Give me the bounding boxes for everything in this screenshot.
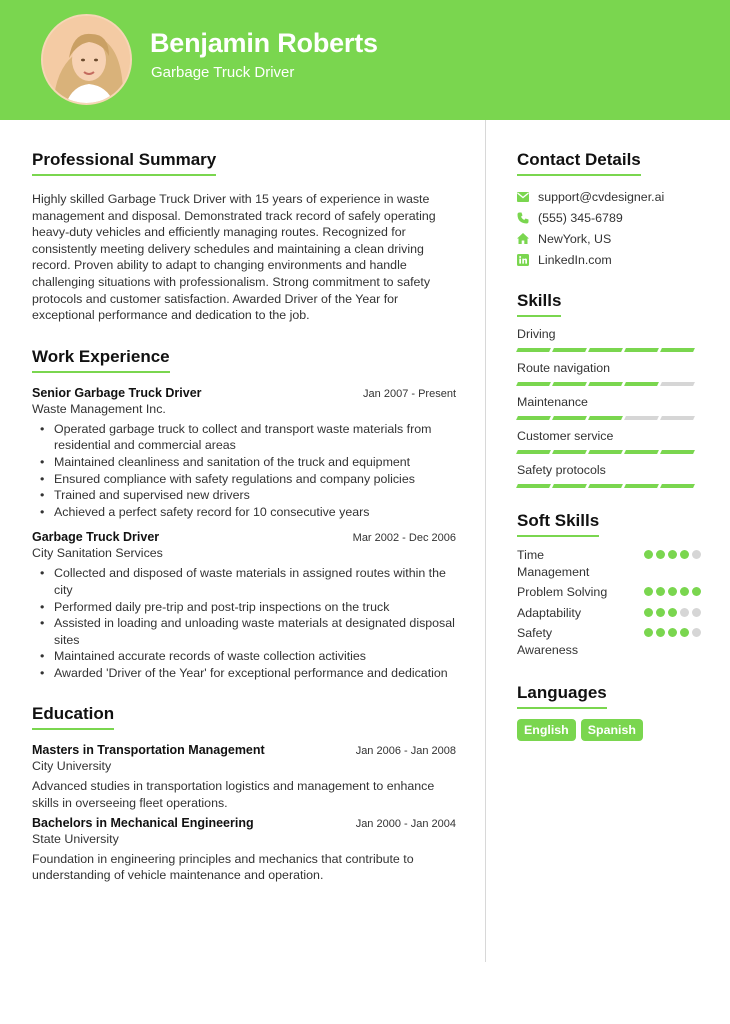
skills-section [517,291,701,488]
soft-skills-list [517,547,701,659]
list-item: • Assisted in loading and unloading waste materials at designated disposal sites [32,615,456,648]
list-item: • Operated garbage truck to collect and transport waste materials from residential and commercial areas [32,421,456,454]
contact-email[interactable] [517,186,701,207]
education-description: Foundation in engineering principles and mechanics that contribute to understanding of vehicle maintenance and operation. [32,851,414,883]
soft-skill-item [517,547,701,580]
rating-dot [668,628,677,637]
skill-level-segment [624,450,659,454]
list-item: • Collected and disposed of waste materials in assigned routes within the city [32,565,456,598]
degree-title: Bachelors in Mechanical Engineering [32,815,254,830]
skill-level-segment [516,416,551,420]
list-item: • Awarded 'Driver of the Year' for exceptional performance and dedication [32,665,456,682]
skill-level-segment [516,382,551,386]
rating-dot [692,587,701,596]
job-bullets [32,565,456,681]
sidebar-column [517,150,701,741]
languages-list [517,719,701,741]
contact-email-text: support@cvdesigner.ai [538,189,665,204]
list-item: • Maintained accurate records of waste collection activities [32,648,456,665]
soft-skill-name: Safety Awareness [517,626,579,657]
skill-name: Maintenance [517,395,588,409]
soft-skill-item [517,584,701,601]
soft-skill-name: Time Management [517,548,590,579]
rating-dot [680,587,689,596]
section-title-contact: Contact Details [517,150,641,176]
soft-skill-item [517,625,701,658]
experience-section [32,347,456,682]
section-title-summary: Professional Summary [32,150,216,176]
job-title: Garbage Truck Driver [32,530,160,545]
education-entry [32,816,456,884]
education-date: Jan 2000 - Jan 2004 [355,817,456,830]
list-item: • Performed daily pre-trip and post-trip inspections on the truck [32,599,456,616]
skill-level-segment [624,348,659,352]
skill-level-segment [588,450,623,454]
rating-dot [668,587,677,596]
rating-dot [668,550,677,559]
section-title-education: Education [32,704,114,730]
contact-section [517,150,701,270]
header-banner [0,0,730,120]
skill-level-segment [660,484,695,488]
education-section [32,704,456,883]
soft-skill-item [517,605,701,622]
skill-level-bar [517,348,701,352]
job-company: City Sanitation Services [32,546,163,561]
skill-level-segment [552,484,587,488]
rating-dot [656,628,665,637]
soft-skill-rating [644,628,701,637]
language-badge: Spanish [581,719,643,741]
email-icon [517,191,529,203]
skill-name: Route navigation [517,361,610,375]
list-item: • Ensured compliance with safety regulations and company policies [32,471,456,488]
skill-item [517,361,701,386]
skill-level-segment [624,382,659,386]
skills-list [517,327,701,488]
skill-level-segment [552,348,587,352]
contact-phone[interactable] [517,207,701,228]
list-item: • Achieved a perfect safety record for 10 consecutive years [32,504,456,521]
job-date: Jan 2007 - Present [363,387,456,400]
school-name: State University [32,831,119,846]
summary-section [32,150,456,324]
rating-dot [644,587,653,596]
linkedin-icon [517,254,529,266]
soft-skills-section [517,511,701,659]
contact-location-text: NewYork, US [538,231,612,246]
skill-level-segment [660,416,695,420]
rating-dot [656,550,665,559]
education-date: Jan 2006 - Jan 2008 [355,745,456,758]
language-badge: English [517,719,576,741]
skill-level-segment [624,484,659,488]
education-description: Advanced studies in transportation logistics and management to enhance skills in overseeing fleet operations. [32,779,435,811]
job-entry [32,530,456,681]
degree-title: Masters in Transportation Management [32,743,265,758]
skill-level-bar [517,382,701,386]
job-company: Waste Management Inc. [32,401,166,416]
contact-phone-text: (555) 345-6789 [538,210,623,225]
soft-skill-rating [644,550,701,559]
job-bullets [32,421,456,521]
rating-dot [680,628,689,637]
phone-icon [517,212,529,224]
skill-level-segment [624,416,659,420]
section-title-languages: Languages [517,683,607,709]
contact-linkedin-text: LinkedIn.com [538,252,612,267]
skill-level-segment [660,382,695,386]
school-name: City University [32,759,112,774]
skill-name: Customer service [517,429,614,443]
home-icon [517,233,529,245]
rating-dot [644,628,653,637]
skill-level-segment [588,382,623,386]
skill-level-bar [517,416,701,420]
job-title: Senior Garbage Truck Driver [32,385,202,400]
section-title-experience: Work Experience [32,347,170,373]
skill-level-segment [516,484,551,488]
section-title-soft-skills: Soft Skills [517,511,599,537]
skill-name: Driving [517,327,556,341]
skill-level-bar [517,484,701,488]
skill-level-segment [588,484,623,488]
list-item: • Trained and supervised new drivers [32,487,456,504]
skill-name: Safety protocols [517,463,606,477]
rating-dot [656,587,665,596]
skill-item [517,395,701,420]
section-title-skills: Skills [517,291,561,317]
languages-section [517,683,701,741]
rating-dot [656,608,665,617]
rating-dot [668,608,677,617]
column-divider [485,120,486,962]
avatar [41,14,132,105]
soft-skill-rating [644,608,701,617]
rating-dot [680,608,689,617]
skill-level-segment [552,382,587,386]
portrait-image [43,16,132,105]
rating-dot [692,608,701,617]
skill-level-segment [660,450,695,454]
candidate-title: Garbage Truck Driver [151,64,295,81]
soft-skill-name: Adaptability [517,605,582,620]
summary-text: Highly skilled Garbage Truck Driver with 15 years of experience in waste management and disposal. Demonstrated track record of safely operating heavy-duty vehicles and efficiently managing routes. Recognized for consistently meeting delivery schedules and maintaining a clean driving record. Proven ability to adapt to changing environments and handle challenging situations with professionalism. Strong commitment to safety protocols and customer satisfaction. Awarded Driver of the Year for exceptional performance and dedication to the job. [32,192,436,323]
skill-level-segment [552,450,587,454]
job-date: Mar 2002 - Dec 2006 [352,532,456,545]
skill-level-segment [660,348,695,352]
education-entry [32,743,456,811]
contact-linkedin[interactable] [517,249,701,270]
list-item: • Maintained cleanliness and sanitation of the truck and equipment [32,454,456,471]
skill-item [517,429,701,454]
rating-dot [692,628,701,637]
skill-level-segment [588,348,623,352]
soft-skill-rating [644,587,701,596]
rating-dot [644,608,653,617]
rating-dot [692,550,701,559]
skill-level-segment [552,416,587,420]
skill-level-bar [517,450,701,454]
soft-skill-name: Problem Solving [517,585,608,600]
contact-location [517,228,701,249]
rating-dot [644,550,653,559]
skill-level-segment [516,450,551,454]
main-column [32,150,456,884]
skill-level-segment [516,348,551,352]
skill-item [517,327,701,352]
candidate-name: Benjamin Roberts [150,28,378,58]
skill-level-segment [588,416,623,420]
job-entry [32,386,456,521]
skill-item [517,463,701,488]
rating-dot [680,550,689,559]
